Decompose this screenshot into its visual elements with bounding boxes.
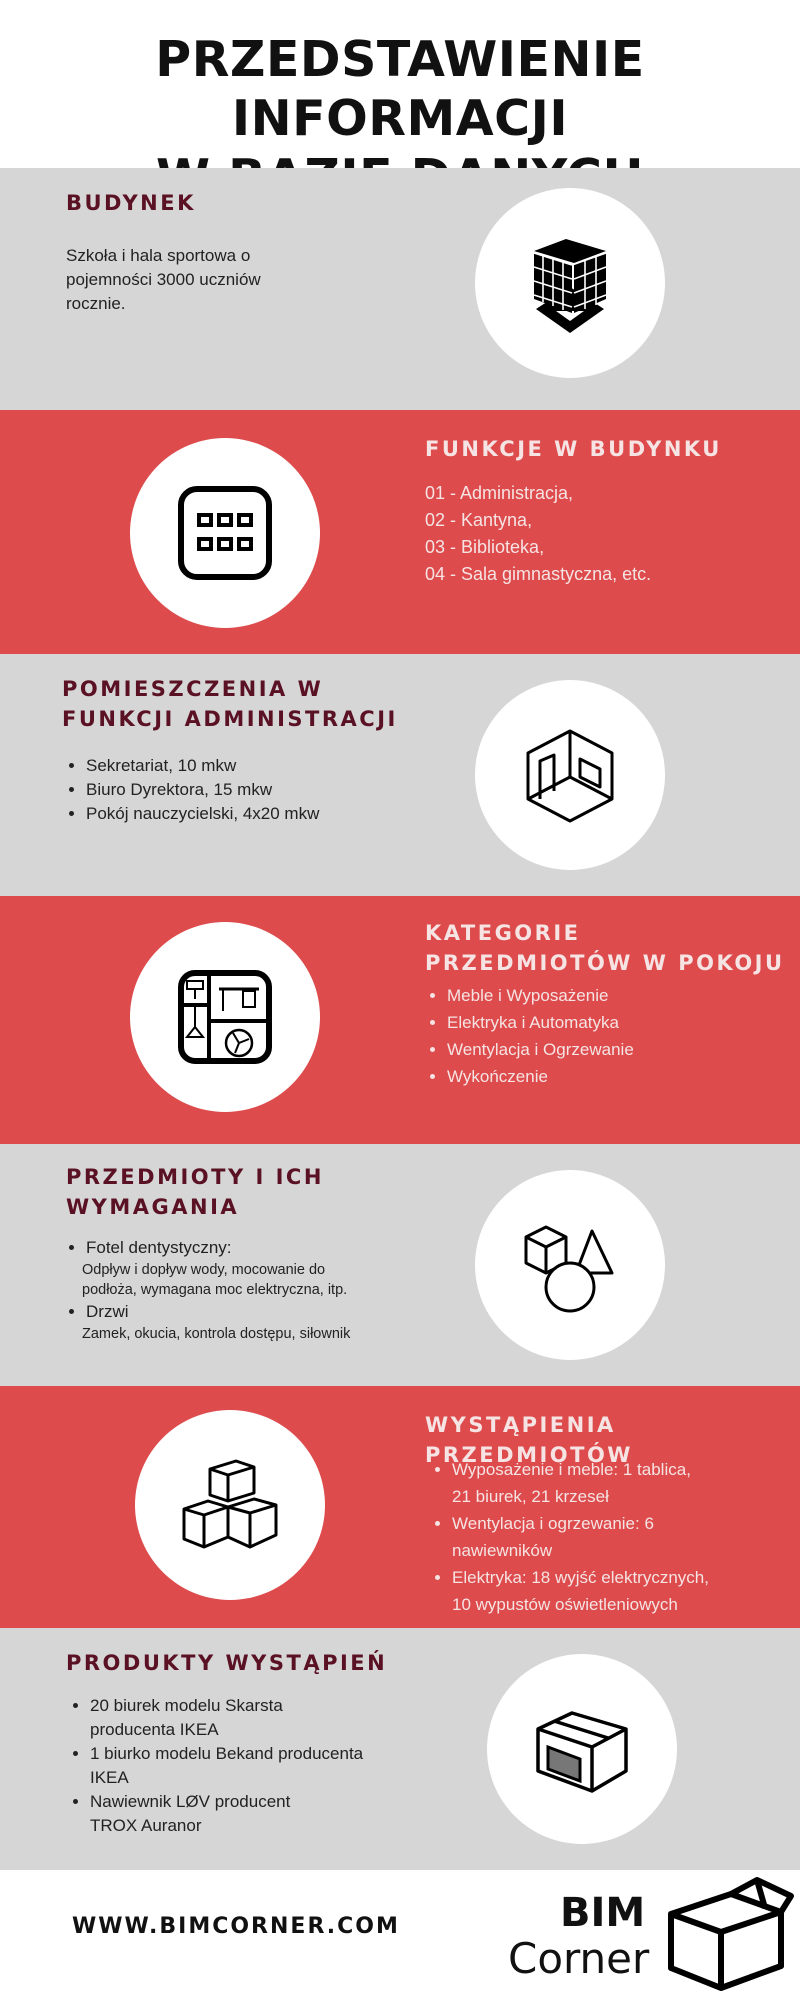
list-item: • Elektryka i Automatyka: [447, 1009, 634, 1036]
list-item: • Meble i Wyposażenie: [447, 982, 634, 1009]
title-line-1: PRZEDSTAWIENIE INFORMACJI: [155, 31, 645, 147]
icon-circle: [475, 188, 665, 378]
section-list: [66, 754, 319, 826]
icon-circle: [130, 922, 320, 1112]
icon-circle: [487, 1654, 677, 1844]
section-kategorie: [0, 896, 800, 1144]
list-item: • Pokój nauczycielski, 4x20 mkw: [86, 802, 319, 826]
icon-circle: [475, 1170, 665, 1360]
list-item: • Wykończenie: [447, 1063, 634, 1090]
list-item: • Wentylacja i Ogrzewanie: [447, 1036, 634, 1063]
room-icon: [520, 725, 620, 825]
section-przedmioty: [0, 1144, 800, 1386]
section-list: 01 - Administracja, 02 - Kantyna, 03 - Biblioteka, 04 - Sala gimnastyczna, etc.: [425, 483, 652, 584]
logo-corner-text: Corner: [508, 1934, 650, 1983]
section-wystapienia: [0, 1386, 800, 1628]
shapes-icon: [520, 1215, 620, 1315]
list-item: • Fotel dentystyczny: Odpływ i dopływ wody, mocowanie do podłoża, wymagana moc elektryczna, itp.: [86, 1236, 350, 1300]
list-item: • Wyposażenie i meble: 1 tablica, 21 biurek, 21 krzeseł: [452, 1456, 709, 1510]
section-title: PRODUKTY WYSTĄPIEŃ: [66, 1651, 388, 1675]
section-list: [432, 1456, 709, 1618]
section-title: WYSTĄPIENIA PRZEDMIOTÓW: [425, 1413, 633, 1467]
section-list: [70, 1694, 363, 1838]
section-title: PRZEDMIOTY I ICH WYMAGANIA: [66, 1165, 324, 1219]
section-text: Szkoła i hala sportowa o pojemności 3000 uczniów rocznie.: [66, 246, 261, 313]
icon-circle: [135, 1410, 325, 1600]
section-budynek: [0, 168, 800, 410]
section-list: [66, 1236, 350, 1344]
section-title: FUNKCJE W BUDYNKU: [425, 437, 722, 461]
list-item: • Nawiewnik LØV producent TROX Auranor: [90, 1790, 363, 1838]
categories-icon: [175, 967, 275, 1067]
list-item: • 20 biurek modelu Skarsta producenta IKEA: [90, 1694, 363, 1742]
section-title: POMIESZCZENIA W FUNKCJI ADMINISTRACJI: [62, 677, 398, 731]
list-item: • Elektryka: 18 wyjść elektrycznych, 10 wypustów oświetleniowych: [452, 1564, 709, 1618]
icon-circle: [475, 680, 665, 870]
footer: [0, 1870, 800, 1995]
open-box-icon: [665, 1874, 795, 1992]
list-item: • Biuro Dyrektora, 15 mkw: [86, 778, 319, 802]
section-title: BUDYNEK: [66, 191, 196, 215]
website-link[interactable]: WWW.BIMCORNER.COM: [72, 1914, 400, 1939]
section-pomieszczenia: [0, 654, 800, 896]
section-title: KATEGORIE PRZEDMIOTÓW W POKOJU: [425, 921, 785, 975]
boxes-icon: [180, 1455, 280, 1555]
building-icon: [520, 233, 620, 333]
logo-bim-text: BIM: [560, 1890, 646, 1936]
grid-app-icon: [175, 483, 275, 583]
list-item: • 1 biurko modelu Bekand producenta IKEA: [90, 1742, 363, 1790]
list-item: • Wentylacja i ogrzewanie: 6 nawiewników: [452, 1510, 709, 1564]
icon-circle: [130, 438, 320, 628]
product-box-icon: [532, 1699, 632, 1799]
list-item: • Sekretariat, 10 mkw: [86, 754, 319, 778]
section-funkcje: [0, 410, 800, 654]
header: [0, 0, 800, 168]
section-produkty: [0, 1628, 800, 1870]
section-list: [427, 982, 634, 1090]
list-item: • Drzwi Zamek, okucia, kontrola dostępu, siłownik: [86, 1300, 350, 1344]
